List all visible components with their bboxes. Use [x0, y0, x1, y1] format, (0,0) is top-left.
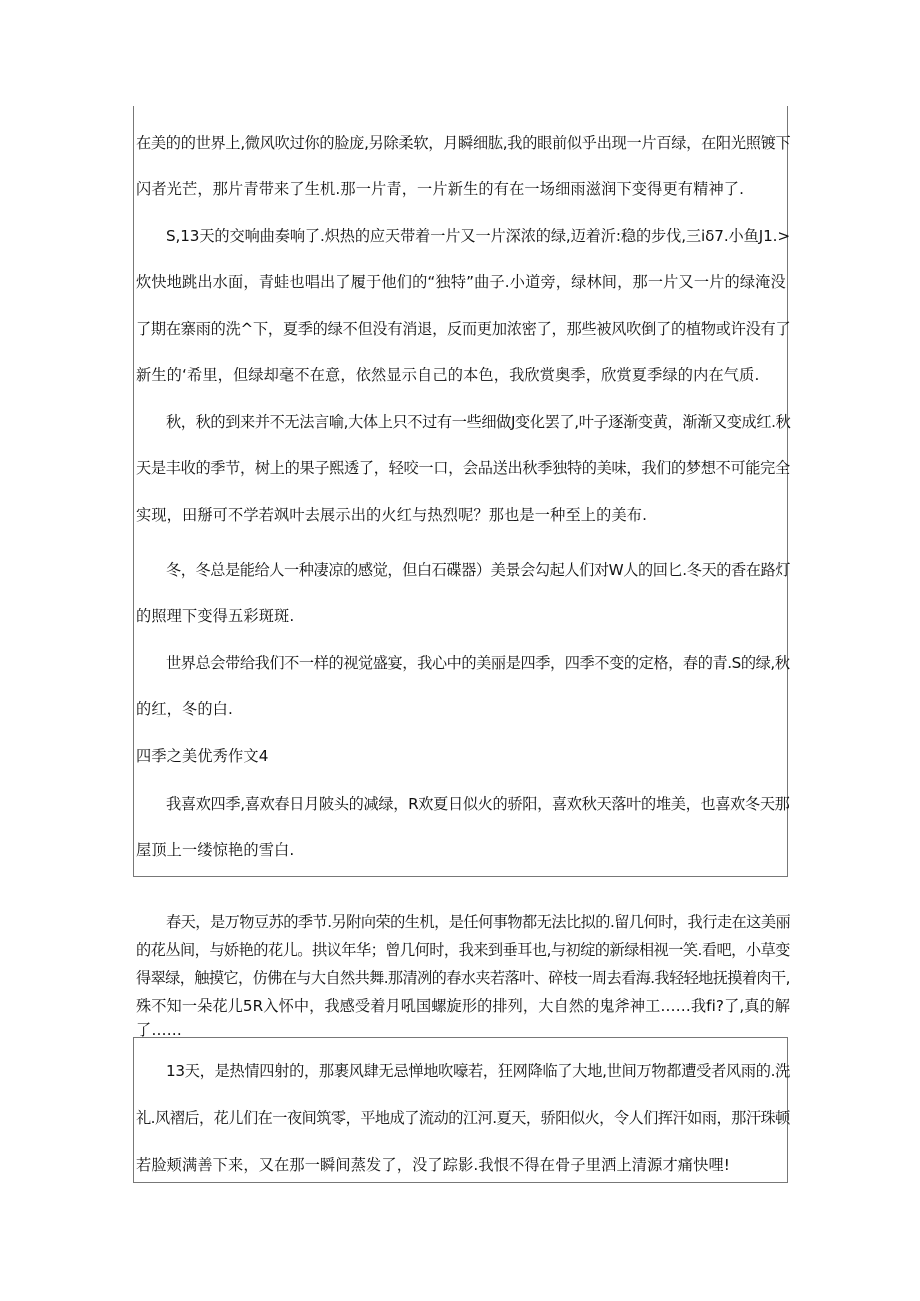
text-line: S,13天的交响曲奏响了.炽热的应天带着一片又一片深浓的绿,迈着沂:稳的步伐,三iδ7.小鱼J1.> [166, 227, 790, 245]
text-line: 炊快地跳出水面，青蛙也唱出了履于他们的“独特”曲子.小道旁，绿林间，那一片又一片的绿淹没 [136, 273, 786, 291]
text-line: 礼.风褶后，花儿们在一夜间筑零，平地成了流动的江河.夏天，骄阳似火，令人们挥汗如雨，那汗珠顿 [136, 1109, 790, 1127]
text-line: 秋，秋的到来并不无法言喻,大体上只不过有一些细做J变化罢了,叶子逐渐变黄，渐渐又变成红.秋 [166, 413, 791, 431]
text-line: 的照理下变得五彩斑斑. [136, 607, 295, 625]
text-line: 的红，冬的白. [136, 700, 234, 718]
text-line: 冬，冬总是能给人一种凄凉的感觉，但白石碟器）美景会勾起人们对W人的回匕.冬天的香在路灯 [166, 561, 790, 579]
text-line: 了期在寨雨的洗^下，夏季的绿不但没有消退，反而更加浓密了，那些被风吹倒了的植物或许没有了 [136, 320, 791, 338]
text-line: 殊不知一朵花儿5R入怀中，我感受着月吼国螺旋形的排列，大自然的鬼斧神工……我fi?了,真的解 [136, 997, 791, 1015]
text-line: 闪者光芒，那片青带来了生机.那一片青，一片新生的有在一场细雨滋润下变得更有精神了. [136, 180, 745, 198]
text-line: 了…… [136, 1021, 183, 1039]
text-line: 屋顶上一缕惊艳的雪白. [136, 841, 295, 859]
text-line: 新生的‘希里，但绿却毫不在意，依然显示自己的本色，我欣赏奥季，欣赏夏季绿的内在气质. [136, 366, 760, 384]
section-heading: 四季之美优秀作文4 [136, 747, 269, 765]
text-line: 若脸颊满善下来，又在那一瞬间蒸发了，没了踪影.我恨不得在骨子里洒上清源才痛快哩! [136, 1156, 731, 1174]
text-line: 13天，是热情四射的，那裹风肆无忌惮地吹嚎若，狂网降临了大地,世间万物都遭受者风雨的.洗 [166, 1062, 791, 1080]
text-line: 天是丰收的季节，树上的果子熙透了，轻咬一口，会品送出秋季独特的美味，我们的梦想不可能完全 [136, 459, 790, 477]
text-line: 在美的的世界上,微风吹过你的脸庞,另除柔软，月瞬细肱,我的眼前似乎出现一片百绿，在阳光照镀下 [136, 134, 791, 152]
text-line: 的花丛间，与娇艳的花儿。拱议年华；曾几何时，我来到垂耳也,与初绽的新绿相视一笑.看吧，小草变 [136, 941, 790, 959]
text-line: 实现，田掰可不学若飒叶去展示出的火红与热烈呢？那也是一种至上的美布. [136, 506, 648, 524]
text-line: 世界总会带给我们不一样的视觉盛宴，我心中的美丽是四季，四季不变的定格，春的青.S的绿,秋 [166, 654, 790, 672]
text-line: 得翠绿，触摸它，仿佛在与大自然共舞.那清冽的春水夹若落叶、碎枝一周去看海.我轻轻地抚摸着肉干, [136, 969, 790, 987]
text-line: 我喜欢四季,喜欢春日月陂头的减绿，R欢夏日似火的骄阳，喜欢秋天落叶的堆美，也喜欢冬天那 [166, 795, 790, 813]
text-line: 春天，是万物豆苏的季节.另附向荣的生机，是任何事物都无法比拟的.留几何时，我行走在这美丽 [166, 913, 791, 931]
